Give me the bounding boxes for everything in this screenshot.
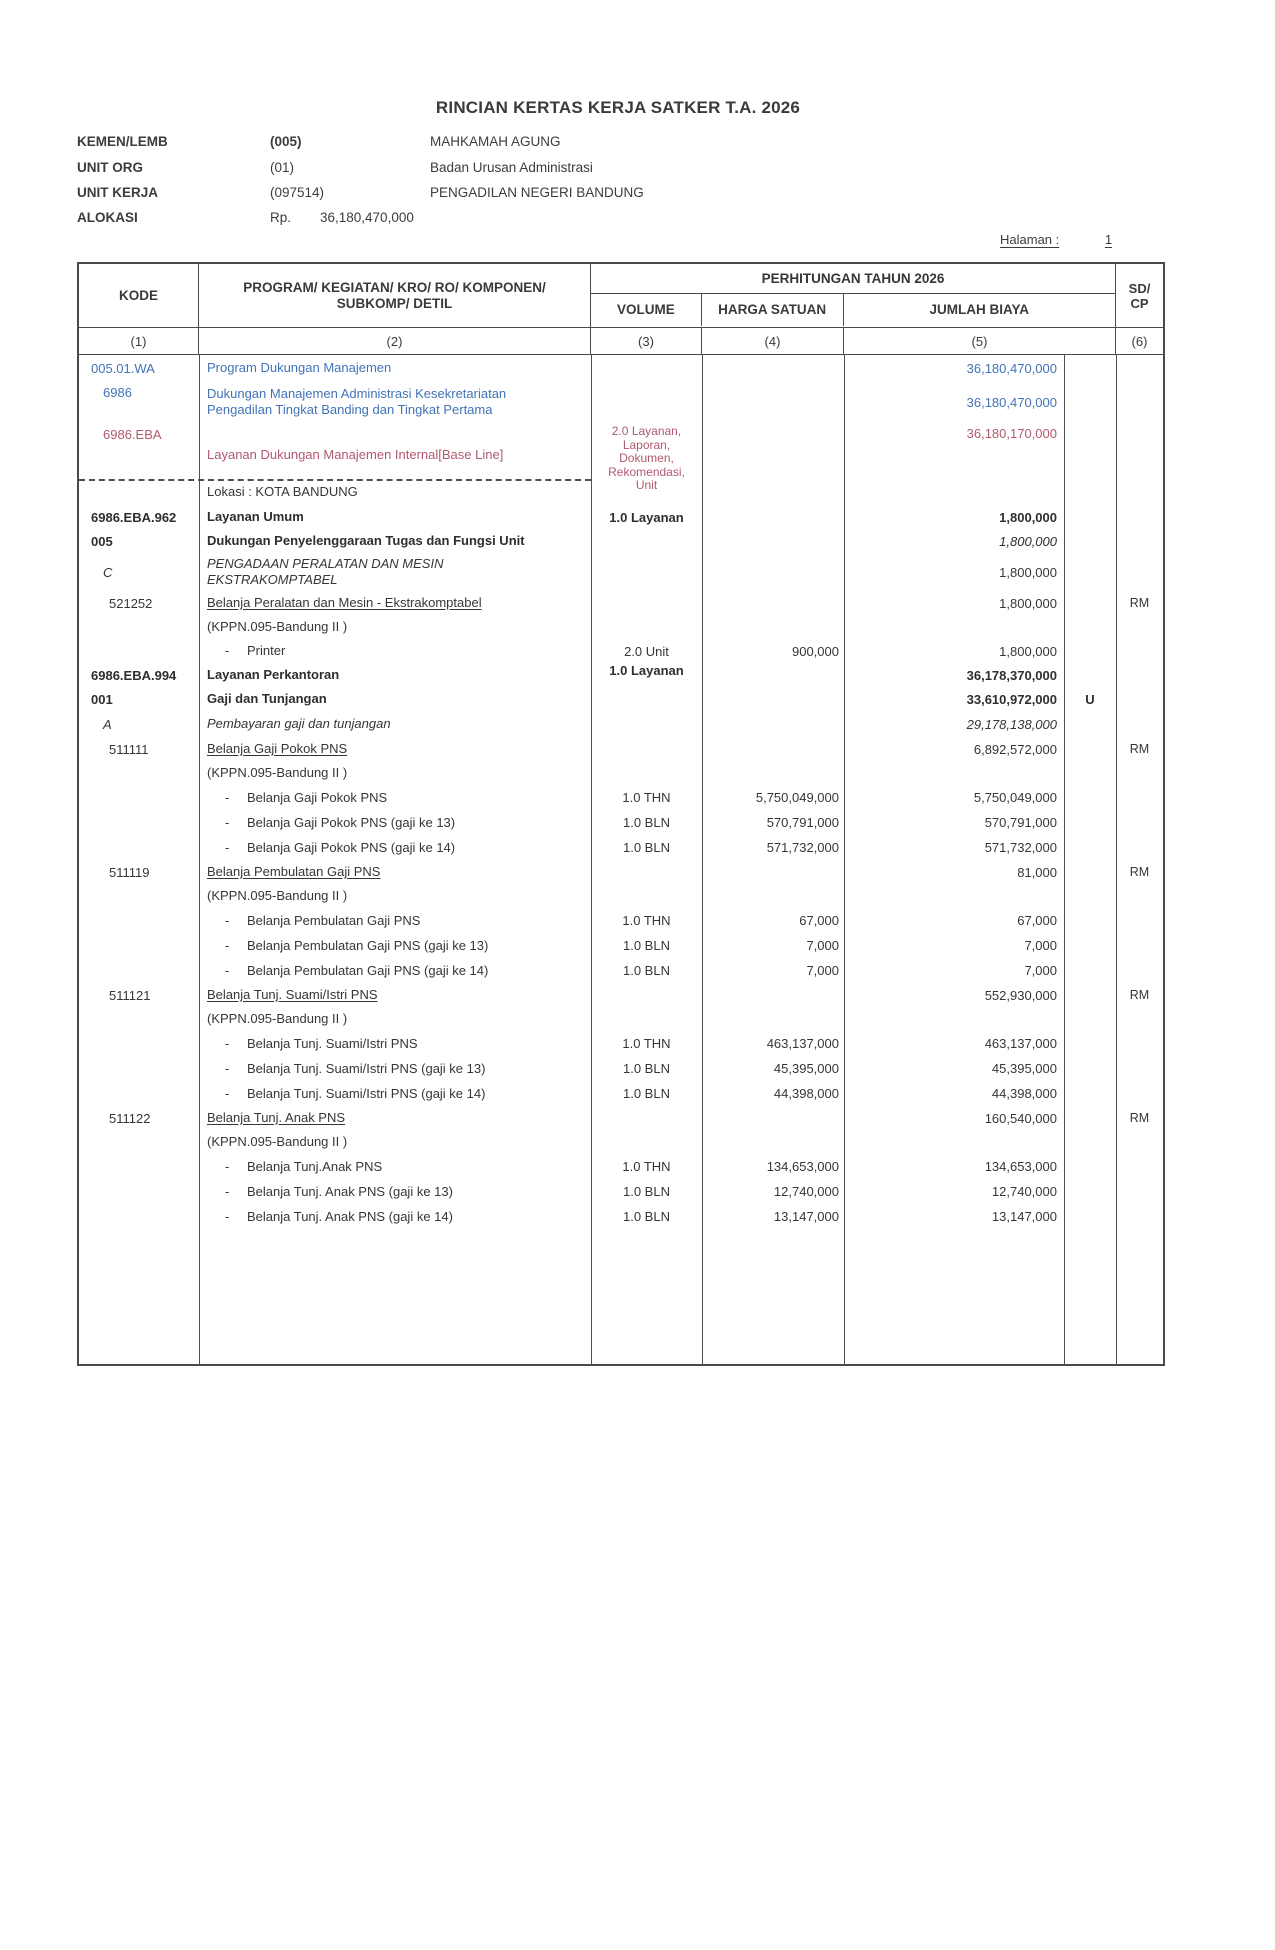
- cell-kode: 6986.EBA.994: [91, 667, 177, 683]
- cell-jumlah: 1,800,000: [999, 643, 1057, 659]
- volume-line: 2.0 Layanan,: [611, 424, 682, 438]
- col-num: (5): [844, 328, 1116, 354]
- cell-jumlah: 12,740,000: [991, 1184, 1057, 1199]
- volume-line: Laporan,: [622, 437, 671, 452]
- column-header-kode: KODE: [79, 264, 199, 327]
- cell-harga: 12,740,000: [773, 1184, 839, 1199]
- item-dash: -: [225, 937, 230, 953]
- header-row-kemenlemb: [77, 134, 977, 152]
- item-dash: -: [225, 912, 230, 928]
- header-desc: 36,180,470,000: [320, 210, 414, 225]
- detil-text: Belanja Tunj. Anak PNS: [207, 1110, 346, 1125]
- header-desc: MAHKAMAH AGUNG: [430, 134, 561, 149]
- header-label: UNIT KERJA: [77, 185, 159, 200]
- cell-volume: 1.0 THN: [622, 913, 671, 928]
- table-row: [79, 1056, 1163, 1081]
- table-row: [79, 1106, 1163, 1130]
- cell-volume: 1.0 BLN: [623, 1061, 670, 1076]
- header-desc: PENGADILAN NEGERI BANDUNG: [430, 185, 644, 200]
- cell-jumlah: 67,000: [1017, 913, 1057, 928]
- budget-table: [77, 262, 1165, 1366]
- table-row: [79, 1179, 1163, 1204]
- cell-sdcp: RM: [1129, 865, 1150, 879]
- cell-volume: 1.0 BLN: [623, 840, 670, 855]
- cell-detil: Gaji dan Tunjangan: [207, 691, 327, 706]
- cell-kode: 001: [91, 691, 113, 707]
- cell-jumlah: 570,791,000: [984, 815, 1057, 830]
- cell-jumlah: 552,930,000: [984, 987, 1057, 1003]
- table-row: [79, 737, 1163, 761]
- table-row: [79, 1007, 1163, 1031]
- cell-jumlah: 1,800,000: [999, 595, 1057, 611]
- table-row: [79, 505, 1163, 529]
- item-dash: -: [225, 1085, 230, 1101]
- cell-jumlah: 6,892,572,000: [973, 741, 1057, 757]
- cell-harga: 7,000: [806, 963, 839, 978]
- column-header-detil: [199, 264, 591, 327]
- cell-volume: 1.0 BLN: [623, 815, 670, 830]
- cell-volume: 2.0 Unit: [624, 643, 669, 659]
- cell-volume: 1.0 BLN: [623, 938, 670, 953]
- column-header-cp: CP: [1130, 295, 1149, 311]
- cell-harga: 13,147,000: [773, 1209, 839, 1224]
- cell-harga: 570,791,000: [766, 815, 839, 830]
- cell-detil: [199, 1086, 591, 1102]
- item-dash: -: [225, 789, 230, 805]
- table-row: [79, 1081, 1163, 1106]
- header-row-unitorg: [77, 160, 977, 178]
- cell-detil: [199, 938, 591, 954]
- column-header-sd: SD/: [1128, 280, 1151, 296]
- cell-detil: (KPPN.095-Bandung II ): [207, 765, 348, 780]
- cell-sdcp: RM: [1129, 596, 1150, 610]
- table-row: [79, 983, 1163, 1007]
- table-row: [79, 355, 1163, 381]
- cell-kode: 511119: [109, 864, 150, 880]
- table-row: [79, 615, 1163, 639]
- cell-detil: Layanan Dukungan Manajemen Internal[Base Line]: [207, 447, 504, 462]
- header-label: UNIT ORG: [77, 160, 143, 175]
- cell-jumlah: 5,750,049,000: [973, 790, 1057, 805]
- item-dash: -: [225, 814, 230, 830]
- table-row: [79, 1031, 1163, 1056]
- header-desc: Badan Urusan Administrasi: [430, 160, 593, 175]
- cell-jumlah: 13,147,000: [991, 1209, 1057, 1224]
- column-header-detil-line1: PROGRAM/ KEGIATAN/ KRO/ RO/ KOMPONEN/: [243, 279, 546, 295]
- cell-detil: [199, 643, 591, 659]
- cell-jumlah: 36,178,370,000: [966, 667, 1057, 683]
- item-dash: -: [225, 1060, 230, 1076]
- cell-detil: [199, 741, 591, 757]
- cell-kode: C: [103, 564, 113, 580]
- cell-harga: 7,000: [806, 938, 839, 953]
- cell-harga: 5,750,049,000: [755, 790, 839, 805]
- item-dash: -: [225, 1158, 230, 1174]
- cell-detil: Dukungan Penyelenggaraan Tugas dan Fungsi Unit: [207, 533, 525, 548]
- column-header-perhitungan: PERHITUNGAN TAHUN 2026: [591, 264, 1115, 294]
- detil-line2: Pengadilan Tingkat Banding dan Tingkat Pertama: [207, 402, 493, 417]
- detil-text: Printer: [247, 643, 286, 658]
- table-row: [79, 1204, 1163, 1229]
- detil-text: Belanja Pembulatan Gaji PNS (gaji ke 13): [247, 937, 489, 953]
- cell-detil: Layanan Umum: [207, 509, 304, 524]
- cell-detil: [199, 595, 591, 611]
- cell-harga: 45,395,000: [773, 1061, 839, 1076]
- table-row: [79, 639, 1163, 663]
- table-row: [79, 553, 1163, 591]
- table-body: [79, 355, 1163, 1364]
- header-code: (005): [270, 134, 302, 149]
- cell-jumlah: 36,180,470,000: [966, 394, 1057, 410]
- cell-detil: [199, 1036, 591, 1052]
- column-header-volume: VOLUME: [591, 294, 702, 326]
- detil-line2: EKSTRAKOMPTABEL: [207, 572, 338, 587]
- cell-detil: [199, 987, 591, 1003]
- page-title: RINCIAN KERTAS KERJA SATKER T.A. 2026: [435, 98, 801, 117]
- cell-volume: 1.0 THN: [622, 1036, 671, 1051]
- cell-volume: 1.0 THN: [622, 1159, 671, 1174]
- cell-detil: [199, 556, 591, 588]
- cell-detil: Program Dukungan Manajemen: [207, 360, 392, 375]
- detil-text: Belanja Pembulatan Gaji PNS: [207, 864, 381, 879]
- header-label: KEMEN/LEMB: [77, 134, 168, 149]
- cell-detil: (KPPN.095-Bandung II ): [207, 619, 348, 634]
- detil-text: Belanja Peralatan dan Mesin - Ekstrakomptabel: [207, 595, 482, 610]
- cell-jumlah: 7,000: [1024, 938, 1057, 953]
- table-row: [79, 529, 1163, 553]
- cell-harga: 463,137,000: [766, 1036, 839, 1051]
- cell-detil: [199, 1209, 591, 1225]
- page-number: 1: [1104, 232, 1113, 247]
- volume-line: Unit: [635, 478, 658, 492]
- item-dash: -: [225, 962, 230, 978]
- detil-line1: Dukungan Manajemen Administrasi Kesekretariatan: [207, 386, 507, 401]
- volume-line: Dokumen,: [619, 451, 674, 465]
- column-header-sdcp: [1116, 264, 1163, 327]
- cell-kode: 005: [91, 533, 113, 549]
- cell-jumlah: 45,395,000: [991, 1061, 1057, 1076]
- cell-detil: (KPPN.095-Bandung II ): [207, 888, 348, 903]
- cell-detil: (KPPN.095-Bandung II ): [207, 1011, 348, 1026]
- table-row: [79, 810, 1163, 835]
- cell-jumlah: 36,180,170,000: [966, 426, 1057, 441]
- cell-detil: Lokasi : KOTA BANDUNG: [207, 484, 358, 499]
- col-num: (3): [591, 328, 702, 354]
- cell-sdcp: RM: [1129, 1111, 1150, 1125]
- cell-kode: 511122: [109, 1110, 151, 1126]
- detil-text: Belanja Tunj. Suami/Istri PNS (gaji ke 14): [247, 1085, 486, 1101]
- table-row: [79, 835, 1163, 860]
- col-num: (2): [199, 328, 591, 354]
- cell-harga: 134,653,000: [766, 1159, 839, 1174]
- cell-volume: 1.0 BLN: [623, 1209, 670, 1224]
- cell-detil: [199, 913, 591, 929]
- cell-kode: 521252: [109, 595, 153, 611]
- detil-text: Belanja Tunj. Suami/Istri PNS (gaji ke 13): [247, 1060, 486, 1076]
- column-header-detil-line2: SUBKOMP/ DETIL: [336, 295, 453, 311]
- cell-detil: [199, 1159, 591, 1175]
- cell-volume: 1.0 Layanan: [609, 509, 684, 525]
- item-dash: -: [225, 1208, 230, 1224]
- item-dash: -: [225, 839, 230, 855]
- cell-jumlah: 134,653,000: [984, 1159, 1057, 1174]
- detil-text: Belanja Tunj.Anak PNS: [247, 1158, 383, 1174]
- cell-jumlah: 1,800,000: [999, 509, 1057, 525]
- cell-harga: 67,000: [799, 913, 839, 928]
- table-row: [79, 479, 1163, 505]
- cell-kode: 6986.EBA: [103, 427, 162, 442]
- detil-text: Belanja Gaji Pokok PNS (gaji ke 13): [247, 814, 456, 830]
- detil-text: Belanja Tunj. Anak PNS (gaji ke 14): [247, 1208, 453, 1224]
- cell-volume: 1.0 BLN: [623, 1184, 670, 1199]
- detil-text: Belanja Tunj. Suami/Istri PNS: [247, 1035, 418, 1051]
- item-dash: -: [225, 1035, 230, 1051]
- cell-detil: Pembayaran gaji dan tunjangan: [207, 716, 391, 731]
- item-dash: -: [225, 1183, 230, 1199]
- cell-volume: 1.0 BLN: [623, 963, 670, 978]
- cell-u: U: [1085, 691, 1095, 707]
- header-code: Rp.: [270, 210, 292, 225]
- cell-harga: 44,398,000: [773, 1086, 839, 1101]
- column-header-jumlah: JUMLAH BIAYA: [929, 302, 1030, 318]
- header-code: (01): [270, 160, 295, 175]
- cell-jumlah: 36,180,470,000: [966, 360, 1057, 376]
- column-subheaders: [591, 294, 1115, 326]
- table-row: [79, 908, 1163, 933]
- cell-jumlah: 1,800,000: [999, 564, 1057, 580]
- cell-detil: [199, 1110, 591, 1126]
- cell-detil: [199, 963, 591, 979]
- cell-detil: [199, 790, 591, 806]
- cell-jumlah: 29,178,138,000: [966, 716, 1057, 732]
- cell-volume: 1.0 BLN: [623, 1086, 670, 1101]
- cell-jumlah: 81,000: [1017, 864, 1057, 880]
- detil-text: Belanja Gaji Pokok PNS: [207, 741, 348, 756]
- cell-jumlah: 33,610,972,000: [966, 691, 1057, 707]
- cell-jumlah: 160,540,000: [984, 1110, 1057, 1126]
- table-row: [79, 884, 1163, 908]
- header-row-unitkerja: [77, 185, 977, 203]
- col-num: (6): [1131, 333, 1148, 349]
- column-header-harga: HARGA SATUAN: [702, 294, 844, 326]
- cell-detil: [199, 1184, 591, 1200]
- page-indicator-label: Halaman :: [1000, 232, 1060, 247]
- cell-detil: [199, 386, 591, 418]
- table-row: [79, 860, 1163, 884]
- cell-kode: 005.01.WA: [91, 360, 155, 376]
- table-row: [79, 933, 1163, 958]
- cell-volume: 1.0 Layanan: [609, 663, 684, 678]
- table-row: [79, 1154, 1163, 1179]
- cell-jumlah: 571,732,000: [984, 840, 1057, 855]
- cell-detil: Layanan Perkantoran: [207, 667, 340, 682]
- item-dash: -: [225, 643, 230, 658]
- cell-detil: [199, 840, 591, 856]
- cell-detil: [199, 1061, 591, 1077]
- table-row: [79, 591, 1163, 615]
- table-row: [79, 663, 1163, 687]
- table-header: [79, 264, 1163, 328]
- detil-text: Belanja Gaji Pokok PNS: [247, 789, 388, 805]
- cell-sdcp: RM: [1129, 988, 1150, 1002]
- col-num: (1): [79, 328, 199, 354]
- cell-harga: 571,732,000: [766, 840, 839, 855]
- cell-jumlah: 44,398,000: [991, 1086, 1057, 1101]
- cell-detil: (KPPN.095-Bandung II ): [207, 1134, 348, 1149]
- detil-line1: PENGADAAN PERALATAN DAN MESIN: [207, 556, 444, 571]
- detil-text: Belanja Tunj. Anak PNS (gaji ke 13): [247, 1183, 453, 1199]
- col-num: (4): [702, 328, 844, 354]
- table-row: [79, 785, 1163, 810]
- table-row: [79, 687, 1163, 711]
- cell-jumlah: 1,800,000: [999, 533, 1057, 549]
- cell-detil: [199, 864, 591, 880]
- column-group-perhitungan: [591, 264, 1116, 327]
- header-code: (097514): [270, 185, 325, 200]
- cell-kode: 6986: [103, 385, 132, 400]
- detil-text: Belanja Tunj. Suami/Istri PNS: [207, 987, 378, 1002]
- cell-kode: 6986.EBA.962: [91, 509, 177, 525]
- cell-sdcp: RM: [1129, 742, 1150, 756]
- volume-line: Rekomendasi,: [608, 464, 685, 479]
- cell-volume: 1.0 THN: [622, 790, 671, 805]
- header-label: ALOKASI: [77, 210, 138, 225]
- cell-harga: 900,000: [792, 643, 839, 659]
- cell-jumlah: 7,000: [1024, 963, 1057, 978]
- detil-text: Belanja Pembulatan Gaji PNS: [247, 912, 421, 928]
- cell-jumlah: 463,137,000: [984, 1036, 1057, 1051]
- table-row: [79, 1130, 1163, 1154]
- cell-detil: [199, 815, 591, 831]
- cell-kode: 511111: [109, 741, 149, 757]
- column-numbering-row: [79, 328, 1163, 355]
- table-row: [79, 711, 1163, 737]
- cell-kode: 511121: [109, 987, 151, 1003]
- cell-kode: A: [103, 716, 112, 732]
- detil-text: Belanja Gaji Pokok PNS (gaji ke 14): [247, 839, 456, 855]
- table-row: [79, 958, 1163, 983]
- header-row-alokasi: [77, 210, 977, 228]
- detil-text: Belanja Pembulatan Gaji PNS (gaji ke 14): [247, 962, 489, 978]
- table-row: [79, 761, 1163, 785]
- page-indicator: [1000, 232, 1112, 247]
- table-row: [79, 381, 1163, 423]
